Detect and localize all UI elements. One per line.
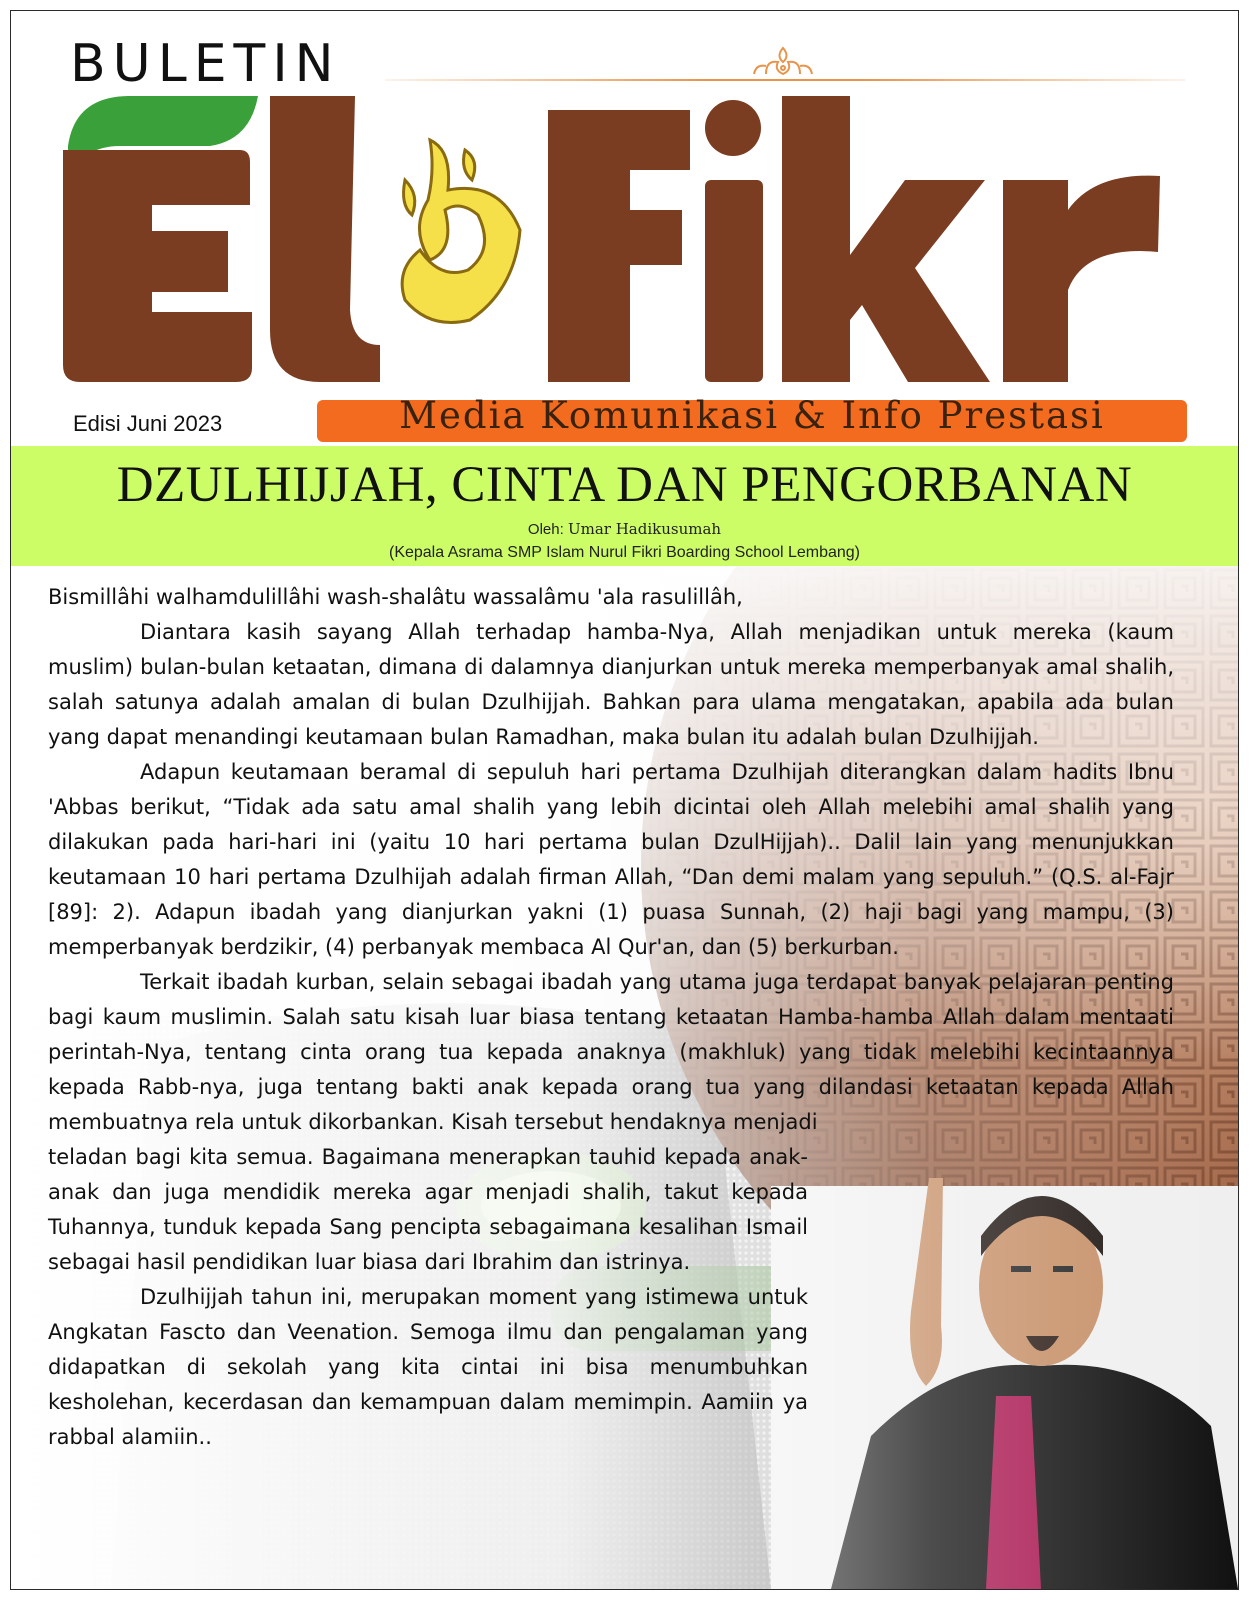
title-band [11, 446, 1238, 566]
letter-e [63, 150, 252, 382]
author-name: Umar Hadikusumah [567, 520, 722, 538]
letter-k [782, 96, 990, 382]
paragraph: Terkait ibadah kurban, selain sebagai ibadah yang utama juga terdapat banyak pelajaran penting bagi kaum muslimin. Salah satu kisah luar biasa tentang ketaatan Hamba-hamba Allah dalam mentaati perintah-Nya, tentang cinta orang tua kepada anaknya (makhluk) yang tidak melebihi kecintaannya kepada Rabb-nya, juga tentang bakti anak kepada orang tua yang dilandasi ketaatan kepada Allah membuatnya rela untuk dikorbankan. Kisah tersebut hendaknya menjadi [48, 970, 1174, 1134]
tagline: Media Komunikasi & Info Prestasi [399, 394, 1105, 437]
paragraph: teladan bagi kita semua. Bagaimana menerapkan tauhid kepada anak-anak dan juga mendidik mereka agar menjadi shalih, takut kepada Tuhannya, tunduk kepada Sang pencipta sebagaimana kesalihan Ismail sebagai hasil pendidikan luar biasa dari Ibrahim dan istrinya. [48, 1145, 808, 1274]
closing-paragraph: Dzulhijjah tahun ini, merupakan moment yang istimewa untuk Angkatan Fascto dan Veenation. Semoga ilmu dan pengalaman yang didapatkan di sekolah yang kita cintai ini bisa menumbuhkan kesholehan, kecerdasan dan kemampuan dalam memimpin. Aamiin ya rabbal alamiin.. [48, 1285, 808, 1449]
article-body [48, 580, 1174, 1455]
paragraph: Adapun keutamaan beramal di sepuluh hari pertama Dzulhijah diterangkan dalam hadits Ibnu 'Abbas berikut, “Tidak ada satu amal shalih yang lebih dicintai oleh Allah melebihi amal shalih yang dilakukan pada hari-hari ini (yaitu 10 hari pertama bulan DzulHijjah).. Dalil lain yang menunjukkan keutamaan 10 hari pertama Dzulhijah adalah firman Allah, “Dan demi malam yang sepuluh.” (Q.S. al-Fajr [89]: 2). Adapun ibadah yang dianjurkan yakni (1) puasa Sunnah, (2) haji bagi yang mampu, (3) memperbanyak berdzikir, (4) perbanyak membaca Al Qur'an, dan (5) berkurban. [48, 760, 1174, 959]
letter-i-stem [705, 180, 763, 382]
author-prefix: Oleh: [527, 521, 564, 538]
edition-label: Edisi Juni 2023 [73, 411, 223, 436]
letter-r [1003, 176, 1160, 382]
el-fikr-logo [0, 0, 1251, 400]
paragraph: Diantara kasih sayang Allah terhadap hamba-Nya, Allah menjadikan untuk mereka (kaum muslim) bulan-bulan ketaatan, dimana di dalamnya dianjurkan untuk mereka memperbanyak amal shalih, salah satunya adalah amalan di bulan Dzulhijjah. Bahkan para ulama mengatakan, apabila ada bulan yang dapat menandingi keutamaan bulan Ramadhan, maka bulan itu adalah bulan Dzulhijjah. [48, 620, 1174, 749]
series-label: BULETIN [70, 34, 341, 94]
letter-i-dot [705, 100, 761, 156]
opening-line: Bismillâhi walhamdulillâhi wash-shalâtu wassalâmu 'ala rasulillâh, [48, 585, 743, 609]
letter-f [548, 110, 690, 382]
byline [11, 520, 1238, 538]
calligraphy-emblem [402, 140, 520, 323]
letter-l [270, 96, 380, 382]
article-title: DZULHIJJAH, CINTA DAN PENGORBANAN [116, 457, 1133, 513]
author-affiliation: (Kepala Asrama SMP Islam Nurul Fikri Boarding School Lembang) [388, 544, 861, 561]
